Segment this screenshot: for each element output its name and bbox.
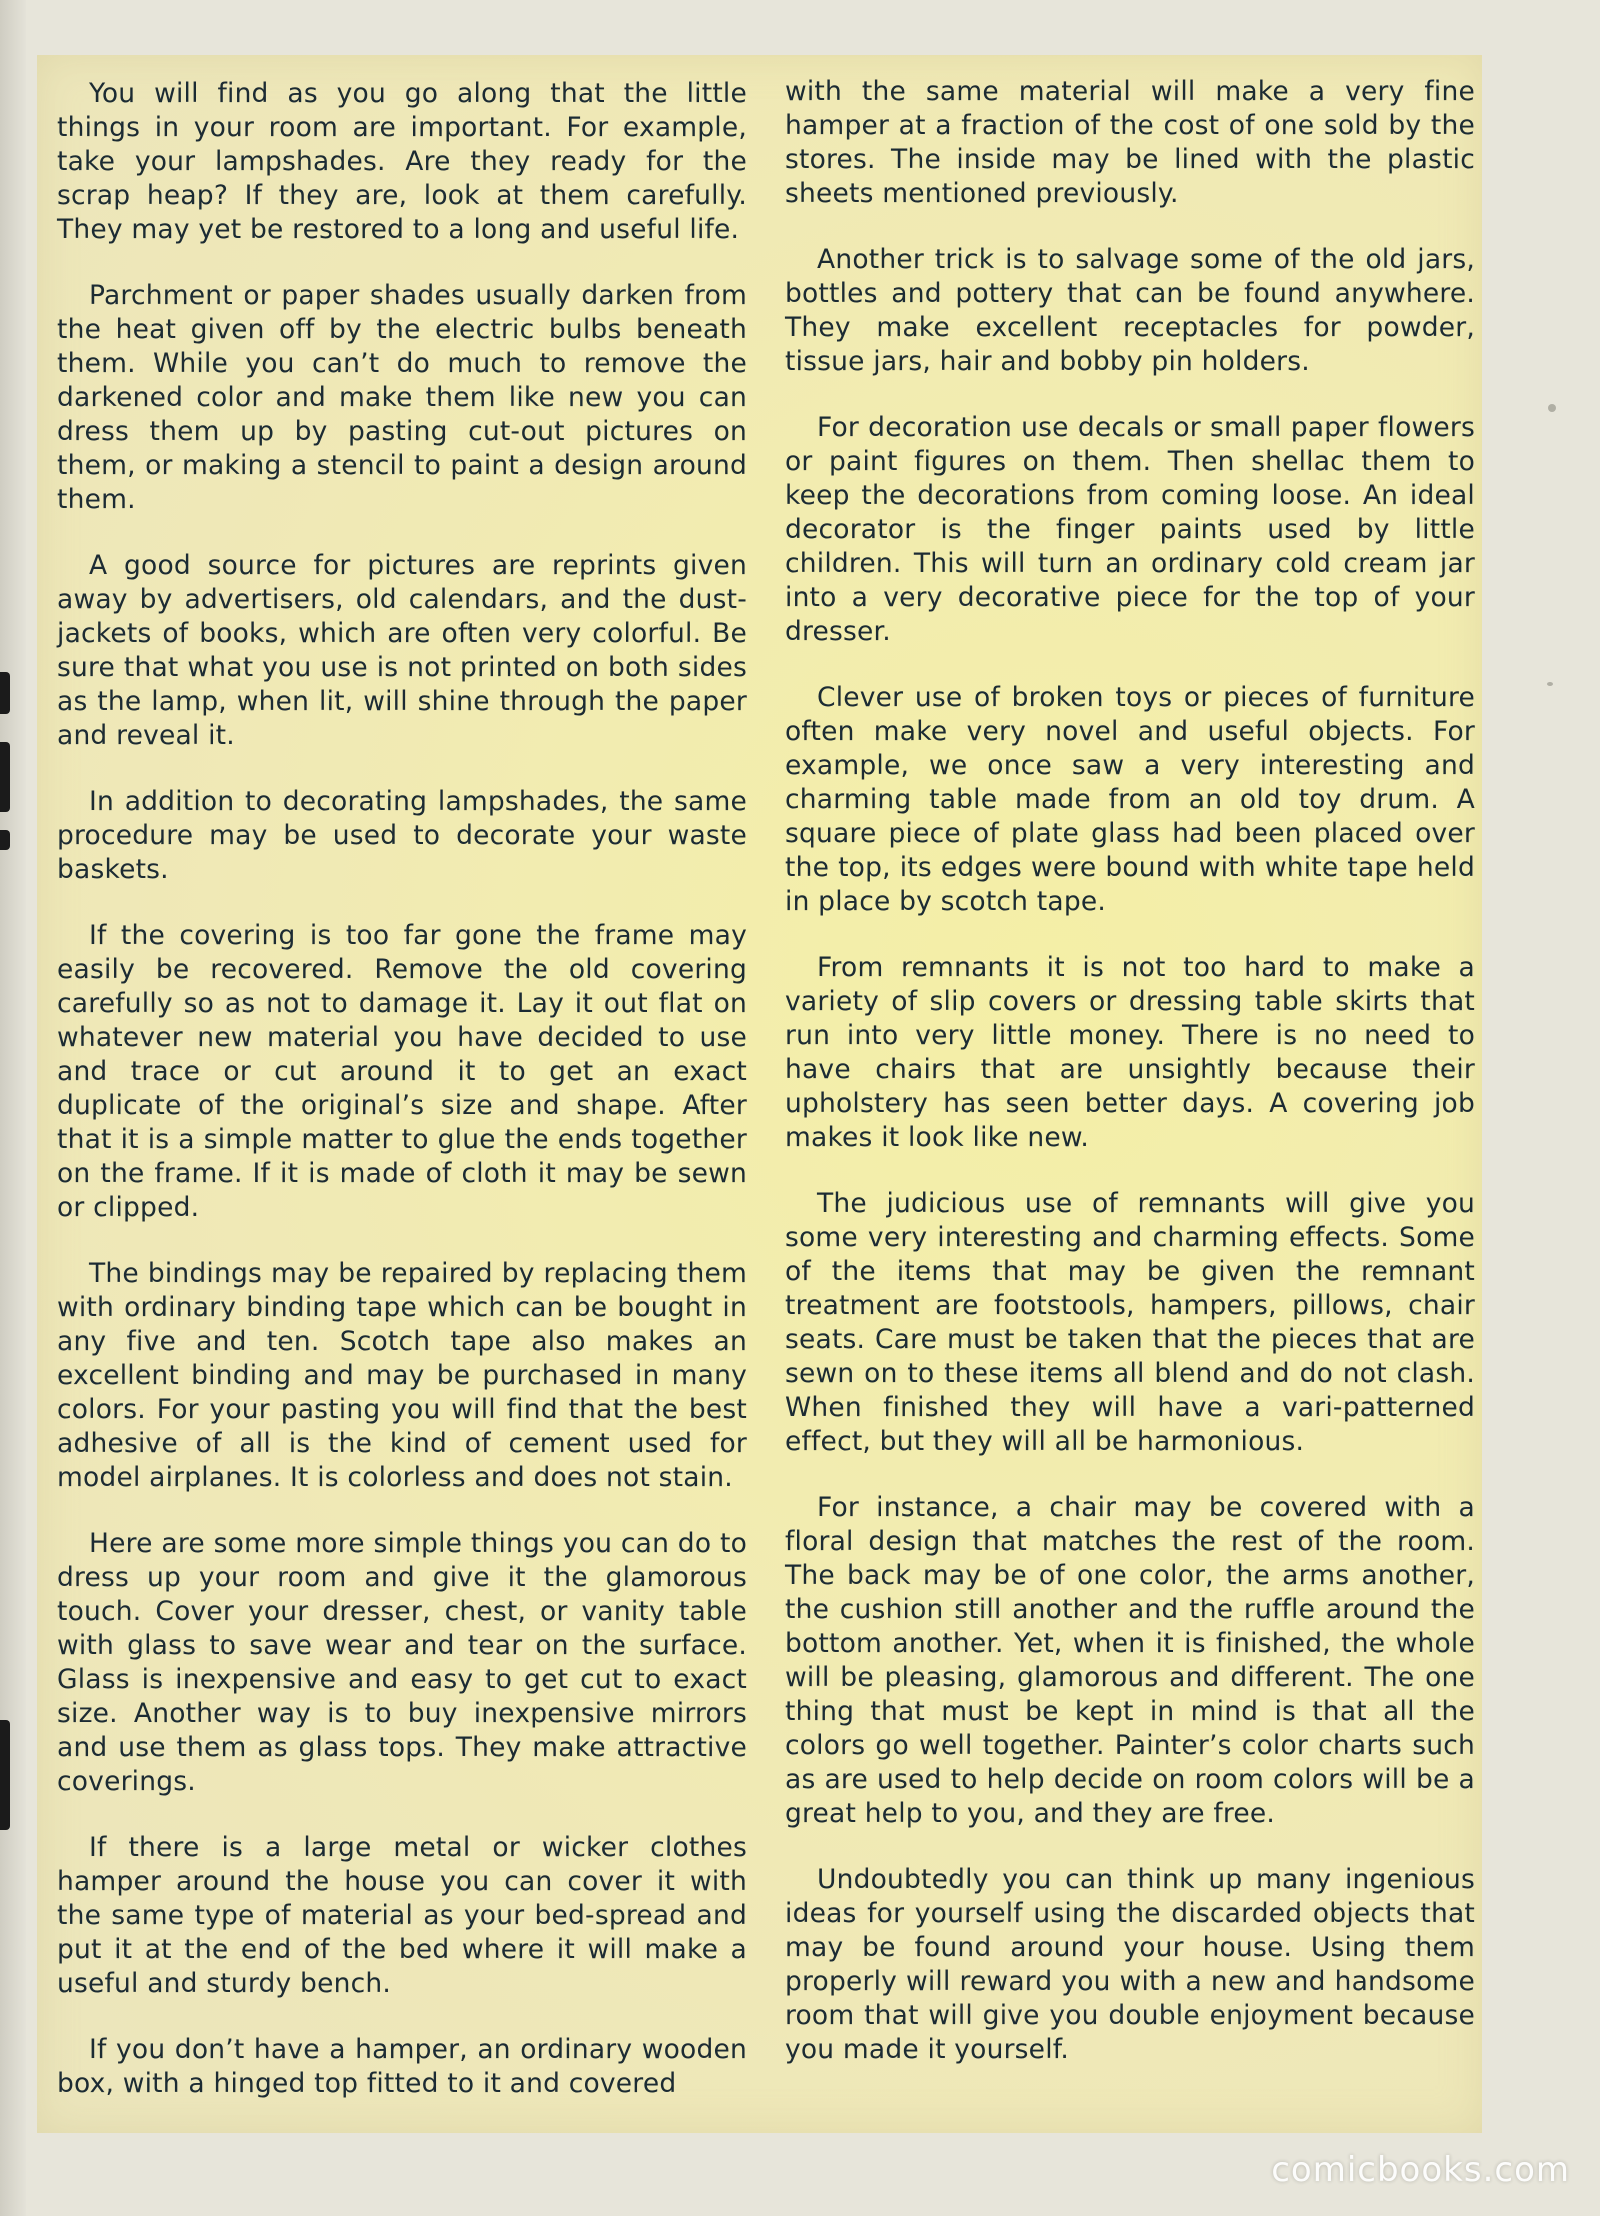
paragraph: For decoration use decals or small paper flowers or paint figures on them. Then shellac them to keep the decorations from coming loose. An ideal decorator is the finger paints used by little children. This will turn an ordinary cold cream jar into a very decorative piece for the top of your dresser.: [785, 412, 1475, 647]
binding-staple-upper: [0, 742, 10, 812]
page-edge: [0, 0, 26, 2216]
paragraph: If you don’t have a hamper, an ordinary wooden box, with a hinged top fitted to it and covered: [57, 2034, 747, 2099]
paragraph: Parchment or paper shades usually darken from the heat given off by the electric bulbs beneath them. While you can’t do much to remove the darkened color and make them like new you can dress them up by pasting cut-out pictures on them, or making a stencil to paint a design around them.: [57, 280, 747, 515]
text-page: [37, 55, 1482, 2133]
paragraph: You will find as you go along that the little things in your room are important. For example, take your lampshades. Are they ready for the scrap heap? If they are, look at them carefully. They may yet be restored to a long and useful life.: [57, 78, 747, 245]
paragraph: The judicious use of remnants will give you some very interesting and charming effects. Some of the items that may be given the remnant treatment are footstools, hampers, pillows, chair seats. Care must be taken that the pieces that are sewn on to these items all blend and do not clash. When finished they will have a vari-patterned effect, but they will all be harmonious.: [785, 1188, 1475, 1457]
paragraph: For instance, a chair may be covered with a floral design that matches the rest of the room. The back may be of one color, the arms another, the cushion still another and the ruffle around the bottom another. Yet, when it is finished, the whole will be pleasing, glamorous and different. The one thing that must be kept in mind is that all the colors go well together. Painter’s color charts such as are used to help decide on room colors will be a great help to you, and they are free.: [785, 1492, 1475, 1829]
paragraph-continued: with the same material will make a very fine hamper at a fraction of the cost of one sold by the stores. The inside may be lined with the plastic sheets mentioned previously.: [785, 76, 1475, 209]
watermark: comicbooks.com: [1271, 2150, 1570, 2190]
paragraph: Another trick is to salvage some of the old jars, bottles and pottery that can be found anywhere. They make excellent receptacles for powder, tissue jars, hair and bobby pin holders.: [785, 244, 1475, 377]
paragraph: Clever use of broken toys or pieces of furniture often make very novel and useful objects. For example, we once saw a very interesting and charming table made from an old toy drum. A square piece of plate glass had been placed over the top, its edges were bound with white tape held in place by scotch tape.: [785, 682, 1475, 917]
binding-staple-lower: [0, 1720, 10, 1830]
paragraph: Undoubtedly you can think up many ingenious ideas for yourself using the discarded objects that may be found around your house. Using them properly will reward you with a new and handsome room that will give you double enjoyment because you made it yourself.: [785, 1864, 1475, 2065]
binding-staple-middle: [0, 830, 10, 850]
paragraph: If the covering is too far gone the frame may easily be recovered. Remove the old covering carefully so as not to damage it. Lay it out flat on whatever new material you have decided to use and trace or cut around it to get an exact duplicate of the original’s size and shape. After that it is a simple matter to glue the ends together on the frame. If it is made of cloth it may be sewn or clipped.: [57, 920, 747, 1223]
paragraph: In addition to decorating lampshades, the same procedure may be used to decorate your waste baskets.: [57, 786, 747, 885]
right-column: [785, 75, 1475, 2099]
paragraph: A good source for pictures are reprints given away by advertisers, old calendars, and the dust-jackets of books, which are often very colorful. Be sure that what you use is not printed on both sides as the lamp, when lit, will shine through the paper and reveal it.: [57, 550, 747, 751]
paragraph: The bindings may be repaired by replacing them with ordinary binding tape which can be bought in any five and ten. Scotch tape also makes an excellent binding and may be purchased in many colors. For your pasting you will find that the best adhesive of all is the kind of cement used for model airplanes. It is colorless and does not stain.: [57, 1258, 747, 1493]
left-column: [57, 77, 747, 2133]
paper-speck: [1548, 404, 1556, 412]
paragraph: Here are some more simple things you can do to dress up your room and give it the glamorous touch. Cover your dresser, chest, or vanity table with glass to save wear and tear on the surface. Glass is inexpensive and easy to get cut to exact size. Another way is to buy inexpensive mirrors and use them as glass tops. They make attractive coverings.: [57, 1528, 747, 1797]
paragraph: If there is a large metal or wicker clothes hamper around the house you can cover it with the same type of material as your bed-spread and put it at the end of the bed where it will make a useful and sturdy bench.: [57, 1832, 747, 1999]
binding-staple-top: [0, 672, 10, 714]
paper-speck: [1547, 682, 1553, 686]
paragraph: From remnants it is not too hard to make a variety of slip covers or dressing table skirts that run into very little money. There is no need to have chairs that are unsightly because their upholstery has seen better days. A covering job makes it look like new.: [785, 952, 1475, 1153]
